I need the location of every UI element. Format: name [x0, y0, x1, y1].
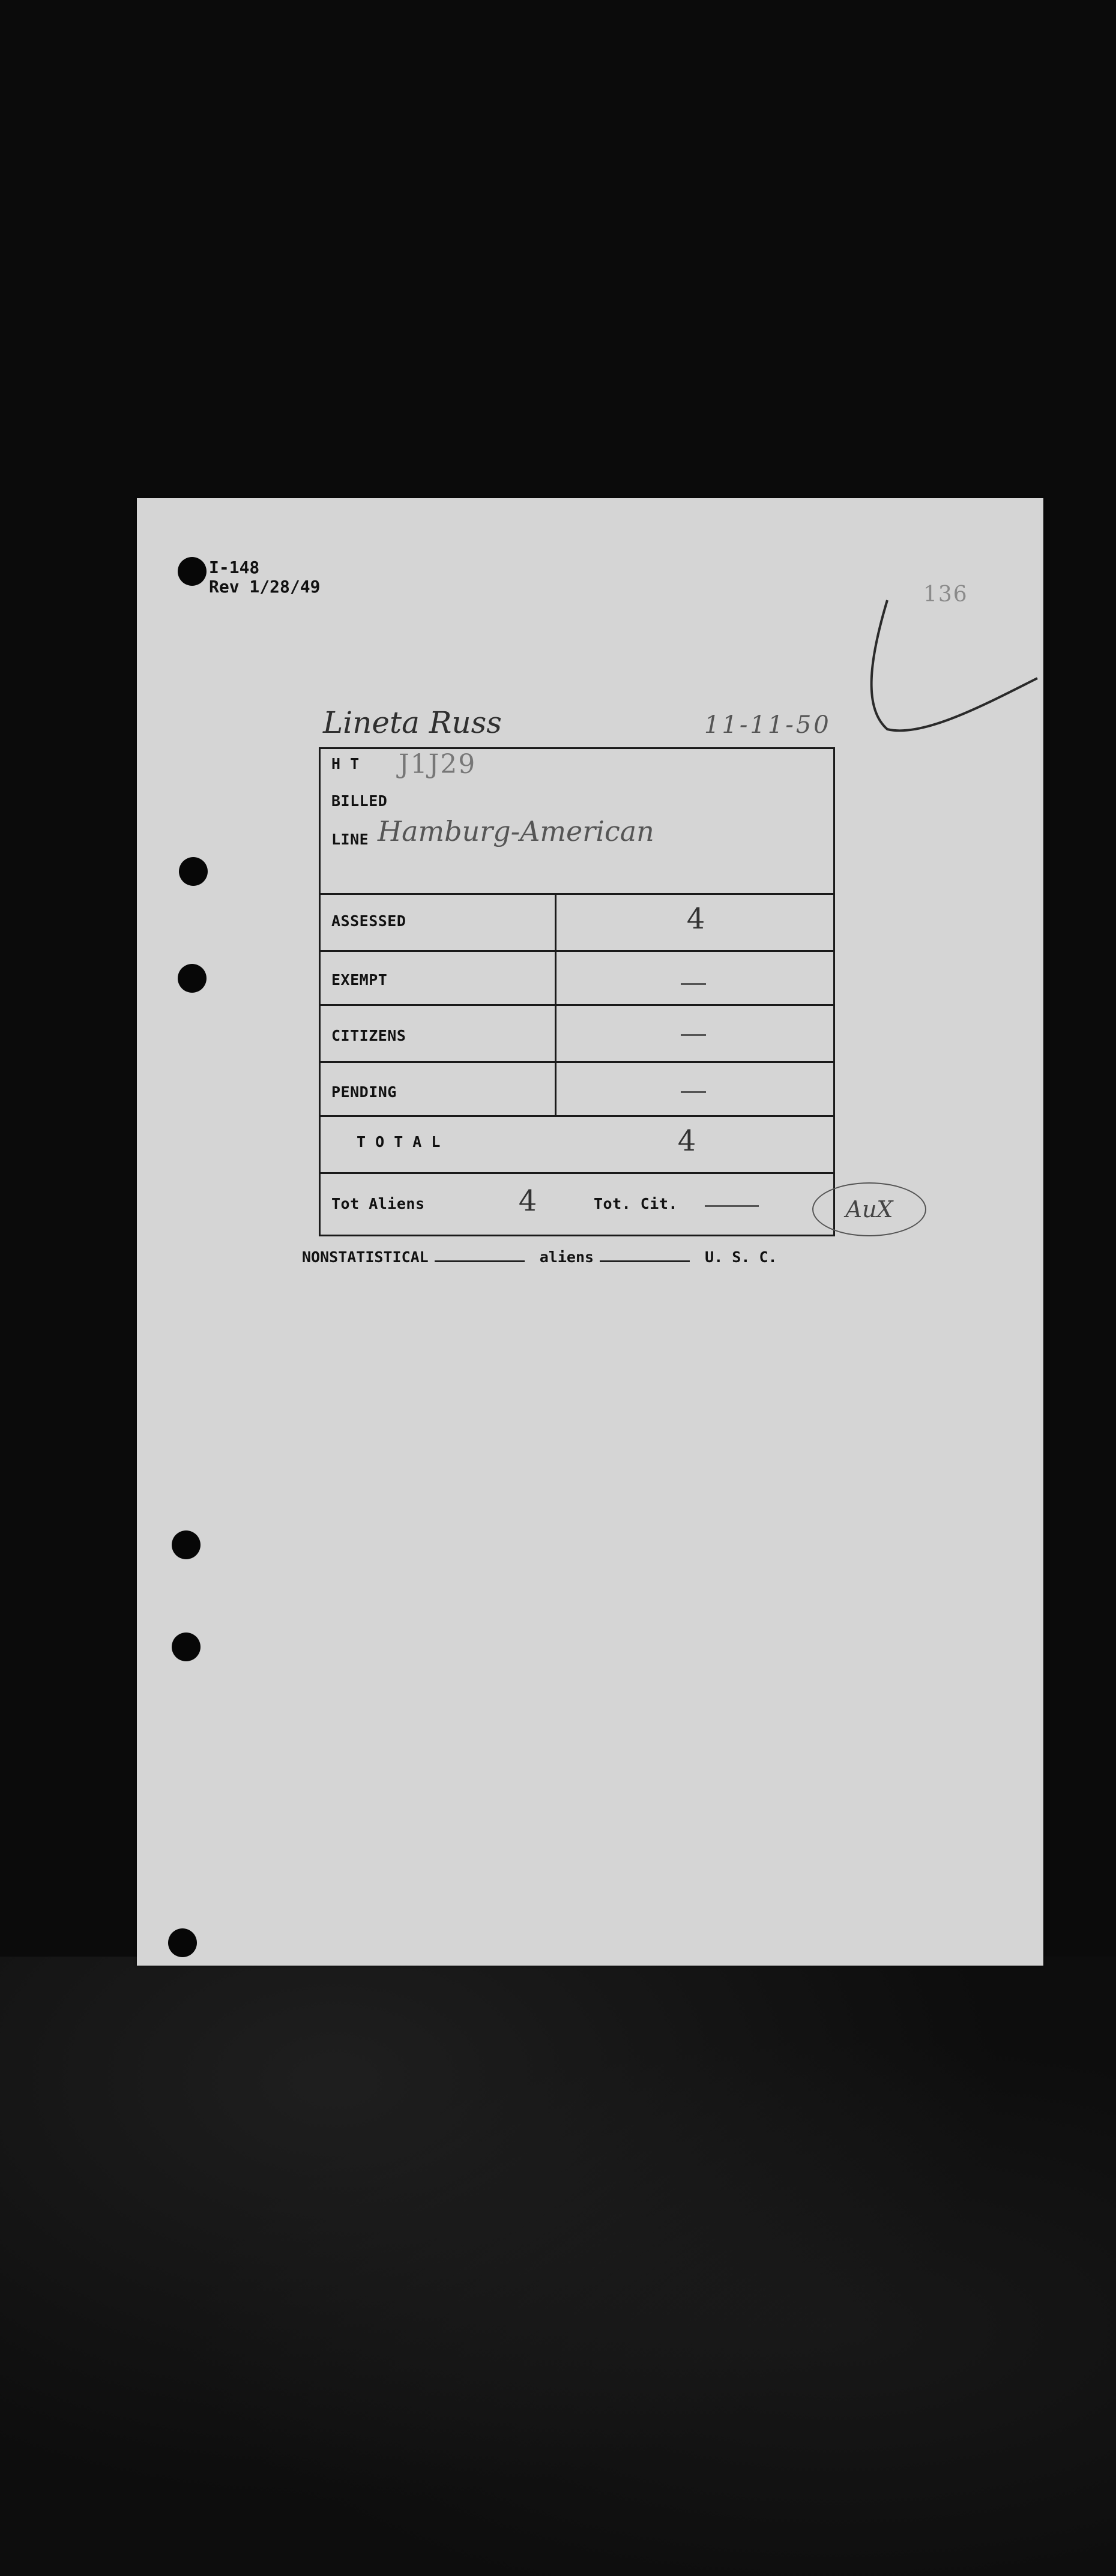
- tot-aliens-label: Tot Aliens: [331, 1195, 425, 1212]
- form-number: I-148: [209, 558, 260, 577]
- tot-aliens-value: 4: [518, 1184, 537, 1218]
- ht-number: J1J29: [399, 749, 477, 780]
- punch-hole: [172, 1633, 201, 1661]
- total-label: T O T A L: [357, 1133, 441, 1151]
- punch-hole: [168, 1928, 197, 1957]
- scanner-background: [0, 1957, 1116, 2576]
- ship-name: Lineta Russ: [323, 705, 502, 740]
- steamship-line: Hamburg-American: [378, 815, 654, 847]
- divider: [321, 950, 833, 952]
- form-identifier: [209, 558, 320, 597]
- punch-hole: [179, 857, 208, 886]
- divider: [321, 1004, 833, 1006]
- form-revision: Rev 1/28/49: [209, 577, 321, 597]
- line-label: LINE: [331, 831, 369, 848]
- divider: [321, 1172, 833, 1174]
- manifest-form-sheet: [137, 498, 1043, 1966]
- citizens-label: CITIZENS: [331, 1027, 406, 1044]
- pending-dash: [681, 1091, 706, 1093]
- tally-box: [319, 747, 835, 1236]
- exempt-dash: [681, 983, 706, 985]
- aliens-label: aliens: [539, 1248, 594, 1266]
- entry-date: 11-11-50: [704, 711, 831, 739]
- punch-hole: [178, 964, 207, 993]
- nonstatistical-line: [302, 1248, 777, 1266]
- pending-label: PENDING: [331, 1083, 397, 1101]
- assessed-label: ASSESSED: [331, 912, 406, 930]
- pencil-mark: [851, 588, 1043, 744]
- divider: [321, 1061, 833, 1063]
- initials-stamp: AuX: [812, 1182, 926, 1236]
- total-value: 4: [677, 1124, 696, 1158]
- assessed-value: 4: [686, 902, 705, 936]
- nonstatistical-blank: [435, 1260, 525, 1262]
- nonstatistical-label: NONSTATISTICAL: [302, 1248, 429, 1266]
- usc-label: U. S. C.: [705, 1248, 777, 1266]
- divider: [321, 893, 833, 895]
- billed-label: BILLED: [331, 792, 388, 810]
- aliens-blank: [600, 1260, 690, 1262]
- exempt-label: EXEMPT: [331, 971, 388, 989]
- stamp-number: 136: [923, 582, 968, 607]
- citizens-dash: [681, 1034, 706, 1036]
- tot-cit-label: Tot. Cit.: [594, 1195, 678, 1212]
- divider: [321, 1115, 833, 1117]
- ht-label: H T: [331, 755, 360, 772]
- punch-hole: [178, 557, 207, 586]
- punch-hole: [172, 1530, 201, 1559]
- tot-cit-dash: [705, 1205, 759, 1207]
